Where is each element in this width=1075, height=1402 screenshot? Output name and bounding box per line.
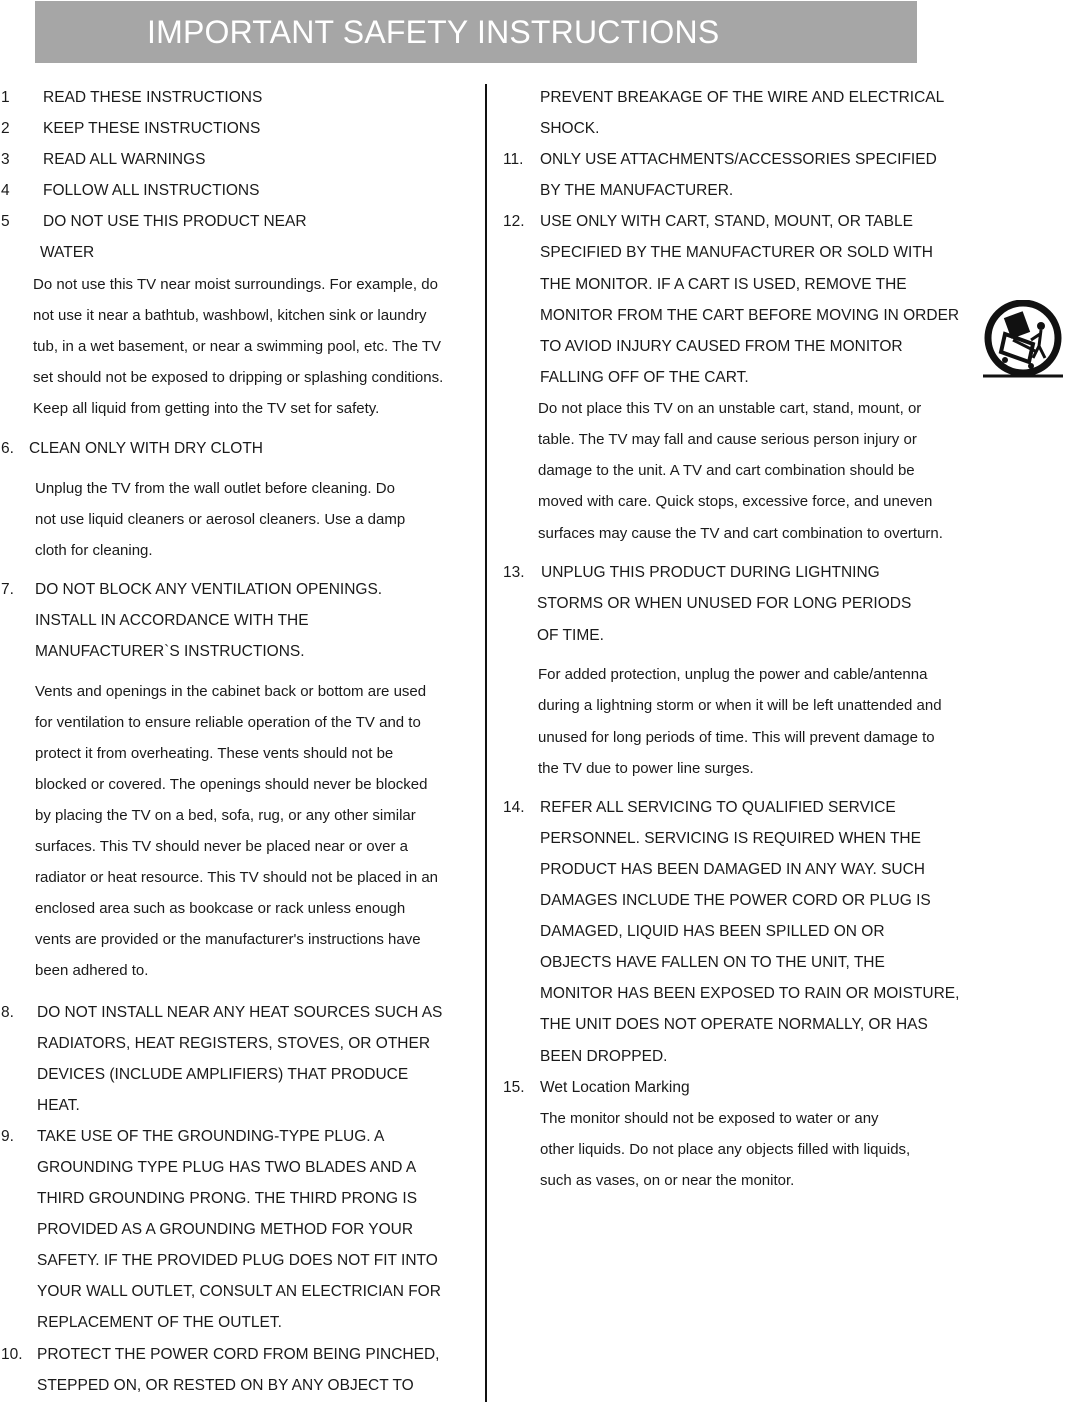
item-number: 9. <box>1 1128 14 1145</box>
item-number: 12. <box>503 213 525 230</box>
item-heading: STORMS OR WHEN UNUSED FOR LONG PERIODS <box>537 595 912 612</box>
item-heading: REPLACEMENT OF THE OUTLET. <box>37 1314 282 1331</box>
item-heading: STEPPED ON, OR RESTED ON BY ANY OBJECT TO <box>37 1377 414 1394</box>
body-text: by placing the TV on a bed, sofa, rug, or any other similar <box>35 807 416 824</box>
item-heading: KEEP THESE INSTRUCTIONS <box>43 120 261 137</box>
title-banner <box>35 1 917 63</box>
body-text: Keep all liquid from getting into the TV set for safety. <box>33 400 380 417</box>
item-number: 13. <box>503 564 525 581</box>
item-number: 4 <box>1 182 10 199</box>
item-number: 15. <box>503 1079 525 1096</box>
item-heading: SHOCK. <box>540 120 600 137</box>
item-number: 11. <box>503 151 524 168</box>
item-number: 8. <box>1 1004 14 1021</box>
body-text: during a lightning storm or when it will be left unattended and <box>538 697 942 714</box>
item-heading: ONLY USE ATTACHMENTS/ACCESSORIES SPECIFIED <box>540 151 937 168</box>
body-text: the TV due to power line surges. <box>538 760 754 777</box>
body-text: unused for long periods of time. This will prevent damage to <box>538 729 935 746</box>
item-heading: RADIATORS, HEAT REGISTERS, STOVES, OR OTHER <box>37 1035 431 1052</box>
item-heading: FOLLOW ALL INSTRUCTIONS <box>43 182 260 199</box>
body-text: not use liquid cleaners or aerosol cleaners. Use a damp <box>35 511 406 528</box>
item-heading: DO NOT INSTALL NEAR ANY HEAT SOURCES SUCH AS <box>37 1004 443 1021</box>
item-heading: BY THE MANUFACTURER. <box>540 182 734 199</box>
item-heading: Wet Location Marking <box>540 1079 690 1096</box>
item-heading: YOUR WALL OUTLET, CONSULT AN ELECTRICIAN FOR <box>37 1283 441 1300</box>
item-number: 2 <box>1 120 10 137</box>
item-heading: OBJECTS HAVE FALLEN ON TO THE UNIT, THE <box>540 954 885 971</box>
item-heading: THIRD GROUNDING PRONG. THE THIRD PRONG IS <box>37 1190 418 1207</box>
body-text: damage to the unit. A TV and cart combination should be <box>538 462 915 479</box>
body-text: such as vases, on or near the monitor. <box>540 1172 795 1189</box>
item-heading: SAFETY. IF THE PROVIDED PLUG DOES NOT FIT INTO <box>37 1252 438 1269</box>
item-number: 6. <box>1 440 14 457</box>
body-text: blocked or covered. The openings should never be blocked <box>35 776 428 793</box>
body-text: cloth for cleaning. <box>35 542 153 559</box>
item-number: 5 <box>1 213 10 230</box>
item-heading: BEEN DROPPED. <box>540 1048 668 1065</box>
body-text: protect it from overheating. These vents should not be <box>35 745 394 762</box>
item-number: 3 <box>1 151 10 168</box>
body-text: not use it near a bathtub, washbowl, kitchen sink or laundry <box>33 307 427 324</box>
item-heading: PROVIDED AS A GROUNDING METHOD FOR YOUR <box>37 1221 414 1238</box>
body-text: enclosed area such as bookcase or rack unless enough <box>35 900 406 917</box>
item-heading: FALLING OFF OF THE CART. <box>540 369 749 386</box>
item-number: 10. <box>1 1346 23 1363</box>
body-text: table. The TV may fall and cause serious person injury or <box>538 431 917 448</box>
item-heading: DAMAGES INCLUDE THE POWER CORD OR PLUG IS <box>540 892 931 909</box>
body-text: Vents and openings in the cabinet back or bottom are used <box>35 683 427 700</box>
column-divider <box>485 84 487 1402</box>
item-heading: DAMAGED, LIQUID HAS BEEN SPILLED ON OR <box>540 923 885 940</box>
body-text: vents are provided or the manufacturer's instructions have <box>35 931 421 948</box>
body-text: The monitor should not be exposed to water or any <box>540 1110 879 1127</box>
item-heading: DEVICES (INCLUDE AMPLIFIERS) THAT PRODUCE <box>37 1066 409 1083</box>
item-heading: MONITOR FROM THE CART BEFORE MOVING IN ORDER <box>540 307 960 324</box>
item-heading: OF TIME. <box>537 627 604 644</box>
item-heading: UNPLUG THIS PRODUCT DURING LIGHTNING <box>541 564 880 581</box>
body-text: set should not be exposed to dripping or splashing conditions. <box>33 369 444 386</box>
item-heading: TO AVIOD INJURY CAUSED FROM THE MONITOR <box>540 338 903 355</box>
item-heading: THE MONITOR. IF A CART IS USED, REMOVE THE <box>540 276 907 293</box>
body-text: moved with care. Quick stops, excessive force, and uneven <box>538 493 933 510</box>
item-number: 14. <box>503 799 525 816</box>
item-heading: INSTALL IN ACCORDANCE WITH THE <box>35 612 309 629</box>
item-heading: MONITOR HAS BEEN EXPOSED TO RAIN OR MOISTURE, <box>540 985 960 1002</box>
body-text: radiator or heat resource. This TV should not be placed in an <box>35 869 439 886</box>
item-heading: DO NOT BLOCK ANY VENTILATION OPENINGS. <box>35 581 383 598</box>
item-heading: USE ONLY WITH CART, STAND, MOUNT, OR TABLE <box>540 213 913 230</box>
body-text: tub, in a wet basement, or near a swimming pool, etc. The TV <box>33 338 441 355</box>
item-heading: HEAT. <box>37 1097 80 1114</box>
body-text: Do not use this TV near moist surroundings. For example, do <box>33 276 438 293</box>
body-text: Unplug the TV from the wall outlet before cleaning. Do <box>35 480 395 497</box>
item-heading: PROTECT THE POWER CORD FROM BEING PINCHED, <box>37 1346 440 1363</box>
item-heading: PREVENT BREAKAGE OF THE WIRE AND ELECTRICAL <box>540 89 945 106</box>
item-number: 7. <box>1 581 14 598</box>
item-heading: DO NOT USE THIS PRODUCT NEAR <box>43 213 307 230</box>
item-heading: CLEAN ONLY WITH DRY CLOTH <box>29 440 263 457</box>
item-heading: REFER ALL SERVICING TO QUALIFIED SERVICE <box>540 799 896 816</box>
item-heading: TAKE USE OF THE GROUNDING-TYPE PLUG. A <box>37 1128 385 1145</box>
item-heading: THE UNIT DOES NOT OPERATE NORMALLY, OR HAS <box>540 1016 928 1033</box>
item-heading: READ ALL WARNINGS <box>43 151 206 168</box>
item-heading: READ THESE INSTRUCTIONS <box>43 89 263 106</box>
item-heading: SPECIFIED BY THE MANUFACTURER OR SOLD WITH <box>540 244 934 261</box>
body-text: for ventilation to ensure reliable operation of the TV and to <box>35 714 421 731</box>
item-number: 1 <box>1 89 10 106</box>
body-text: surfaces. This TV should never be placed near or over a <box>35 838 408 855</box>
body-text: other liquids. Do not place any objects filled with liquids, <box>540 1141 911 1158</box>
page-title: IMPORTANT SAFETY INSTRUCTIONS <box>147 14 720 50</box>
item-heading: GROUNDING TYPE PLUG HAS TWO BLADES AND A <box>37 1159 417 1176</box>
item-heading: WATER <box>40 244 95 261</box>
body-text: Do not place this TV on an unstable cart, stand, mount, or <box>538 400 922 417</box>
item-heading: PRODUCT HAS BEEN DAMAGED IN ANY WAY. SUCH <box>540 861 925 878</box>
body-text: For added protection, unplug the power and cable/antenna <box>538 666 928 683</box>
cart-tip-over-warning-icon <box>983 300 1063 380</box>
body-text: been adhered to. <box>35 962 149 979</box>
body-text: surfaces may cause the TV and cart combination to overturn. <box>538 525 943 542</box>
item-heading: PERSONNEL. SERVICING IS REQUIRED WHEN THE <box>540 830 921 847</box>
item-heading: MANUFACTURER`S INSTRUCTIONS. <box>35 643 305 660</box>
